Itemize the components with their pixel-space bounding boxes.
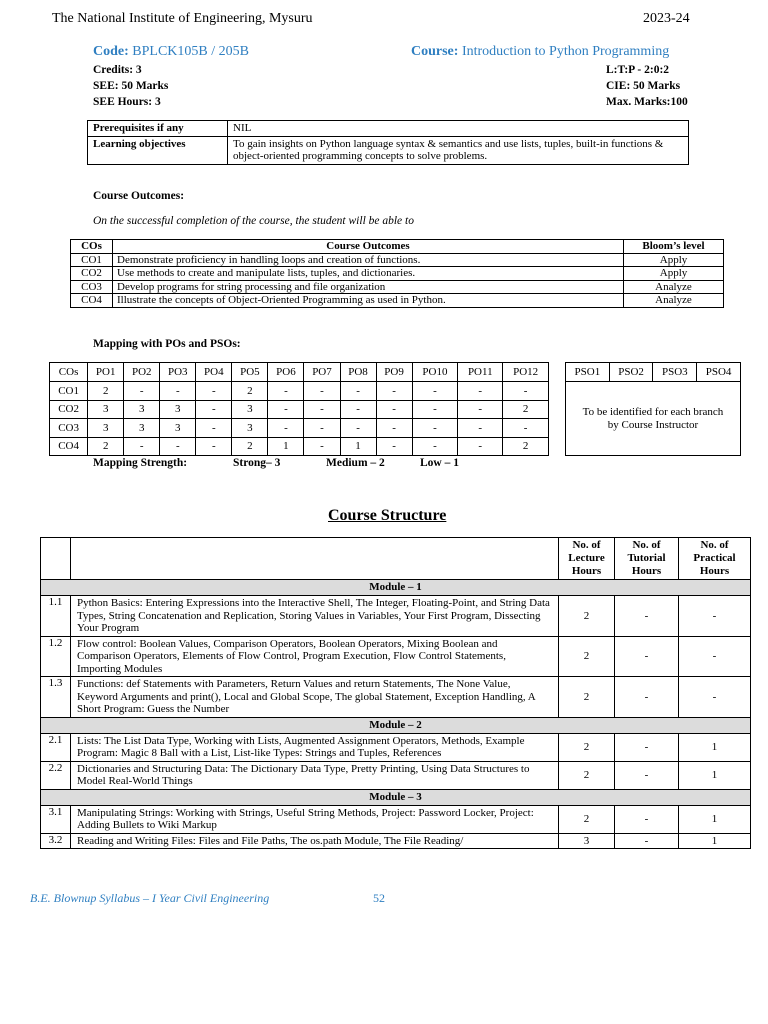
co-level: Apply: [624, 267, 724, 281]
objectives-value: To gain insights on Python language syntax & semantics and use lists, tuples, built-in functions & object-oriented programming concepts to solve problems.: [228, 136, 689, 164]
po-value: -: [376, 437, 412, 456]
po-value: 3: [88, 419, 124, 438]
po-value: 3: [232, 400, 268, 419]
prereq-value: NIL: [228, 121, 689, 137]
po-value: -: [268, 400, 304, 419]
co-level: Analyze: [624, 280, 724, 294]
col-header: Course Outcomes: [113, 240, 624, 254]
tutorial-hours: -: [615, 733, 679, 761]
po-value: 3: [124, 419, 160, 438]
po-mapping-table: [49, 362, 549, 456]
po-value: -: [196, 437, 232, 456]
topic-number: 3.2: [41, 833, 71, 849]
co-id: CO1: [50, 382, 88, 401]
po-value: 2: [503, 400, 549, 419]
col-header-topic: [71, 538, 559, 580]
co-text: Demonstrate proficiency in handling loops and creation of functions.: [113, 253, 624, 267]
lecture-hours: 2: [559, 677, 615, 718]
topic-number: 2.1: [41, 733, 71, 761]
pso-col-header: PSO4: [697, 363, 741, 382]
co-text: Use methods to create and manipulate lists, tuples, and dictionaries.: [113, 267, 624, 281]
module-title: Module – 3: [41, 789, 751, 805]
topic-text: Functions: def Statements with Parameters, Return Values and return Statements, The None Value, Keyword Arguments and print(), Local and Global Scope, The global Statement, Exception Handling, A Short Program: Guess the Number: [71, 677, 559, 718]
col-header-no: [41, 538, 71, 580]
col-header: Bloom’s level: [624, 240, 724, 254]
mapping-strength-label: Mapping Strength:: [93, 457, 188, 469]
pso-mapping-table: [565, 362, 741, 456]
table-row: [71, 240, 724, 254]
po-value: -: [412, 419, 458, 438]
lecture-hours: 2: [559, 761, 615, 789]
table-row: [71, 253, 724, 267]
co-id: CO4: [50, 437, 88, 456]
po-value: -: [340, 400, 376, 419]
table-row: [50, 419, 549, 438]
practical-hours: 1: [679, 805, 751, 833]
topic-text: Python Basics: Entering Expressions into the Interactive Shell, The Integer, Floating-Point, and String Data Types, String Concatenation and Replication, Storing Values in Variables, Your First Program, Dissecting Your Program: [71, 596, 559, 637]
po-value: -: [412, 437, 458, 456]
co-level: Apply: [624, 253, 724, 267]
col-header-practical: No. of Practical Hours: [679, 538, 751, 580]
po-value: -: [503, 382, 549, 401]
co-id: CO2: [50, 400, 88, 419]
topic-number: 2.2: [41, 761, 71, 789]
tutorial-hours: -: [615, 761, 679, 789]
po-value: 1: [268, 437, 304, 456]
topic-text: Dictionaries and Structuring Data: The Dictionary Data Type, Pretty Printing, Using Data Structures to Model Real-World Things: [71, 761, 559, 789]
table-row: [71, 280, 724, 294]
course-code: [93, 44, 249, 60]
module-row: [41, 789, 751, 805]
lecture-hours: 2: [559, 805, 615, 833]
table-row: [41, 677, 751, 718]
po-value: -: [340, 382, 376, 401]
po-value: -: [376, 419, 412, 438]
po-value: -: [412, 382, 458, 401]
po-col-header: COs: [50, 363, 88, 382]
po-col-header: PO4: [196, 363, 232, 382]
po-value: 1: [340, 437, 376, 456]
module-row: [41, 717, 751, 733]
po-col-header: PO3: [160, 363, 196, 382]
po-value: 3: [232, 419, 268, 438]
po-col-header: PO12: [503, 363, 549, 382]
objectives-label: Learning objectives: [88, 136, 228, 164]
co-text: Illustrate the concepts of Object-Oriented Programming as used in Python.: [113, 294, 624, 308]
see-marks: SEE: 50 Marks: [93, 80, 169, 92]
po-col-header: PO6: [268, 363, 304, 382]
course-structure-title: Course Structure: [328, 507, 447, 524]
co-text: Develop programs for string processing and file organization: [113, 280, 624, 294]
po-col-header: PO2: [124, 363, 160, 382]
col-header-lecture: No. of Lecture Hours: [559, 538, 615, 580]
po-col-header: PO9: [376, 363, 412, 382]
lecture-hours: 2: [559, 596, 615, 637]
table-row: [50, 363, 549, 382]
po-value: -: [376, 400, 412, 419]
credits: Credits: 3: [93, 64, 142, 76]
po-value: -: [304, 419, 340, 438]
po-value: -: [458, 382, 503, 401]
table-row: [41, 761, 751, 789]
po-value: 2: [232, 382, 268, 401]
po-value: -: [458, 419, 503, 438]
practical-hours: 1: [679, 761, 751, 789]
co-id: CO2: [71, 267, 113, 281]
topic-text: Lists: The List Data Type, Working with Lists, Augmented Assignment Operators, Methods, Example Program: Magic 8 Ball with a List, List-like Types: Strings and Tuples, References: [71, 733, 559, 761]
institute-name: The National Institute of Engineering, Mysuru: [52, 11, 313, 26]
strength-strong: Strong– 3: [233, 457, 281, 469]
po-col-header: PO1: [88, 363, 124, 382]
po-col-header: PO5: [232, 363, 268, 382]
max-marks: Max. Marks:100: [606, 96, 688, 108]
topic-text: Reading and Writing Files: Files and File Paths, The os.path Module, The File Reading/: [71, 833, 559, 849]
po-value: -: [160, 437, 196, 456]
po-value: -: [268, 382, 304, 401]
table-row: [88, 121, 689, 137]
po-col-header: PO7: [304, 363, 340, 382]
outcomes-table: [70, 239, 724, 308]
po-value: -: [304, 400, 340, 419]
practical-hours: -: [679, 636, 751, 677]
table-row: [50, 437, 549, 456]
see-hours: SEE Hours: 3: [93, 96, 161, 108]
co-id: CO1: [71, 253, 113, 267]
table-row: [41, 636, 751, 677]
table-row: [566, 382, 741, 456]
ltp: L:T:P - 2:0:2: [606, 64, 670, 76]
table-row: [566, 363, 741, 382]
footer-text: B.E. Blownup Syllabus – I Year Civil Engineering: [30, 891, 270, 905]
code-value: BPLCK105B / 205B: [132, 44, 249, 59]
pso-col-header: PSO3: [653, 363, 697, 382]
po-value: -: [196, 419, 232, 438]
module-row: [41, 580, 751, 596]
po-value: -: [124, 382, 160, 401]
po-value: 2: [88, 437, 124, 456]
po-value: 3: [160, 419, 196, 438]
outcomes-intro: On the successful completion of the course, the student will be able to: [93, 215, 414, 227]
course-structure-table: [40, 537, 751, 849]
col-header-tutorial: No. of Tutorial Hours: [615, 538, 679, 580]
po-value: 3: [124, 400, 160, 419]
topic-number: 1.2: [41, 636, 71, 677]
co-id: CO4: [71, 294, 113, 308]
po-value: -: [458, 400, 503, 419]
po-col-header: PO11: [458, 363, 503, 382]
topic-number: 1.3: [41, 677, 71, 718]
pso-col-header: PSO2: [609, 363, 653, 382]
po-col-header: PO8: [340, 363, 376, 382]
col-header: COs: [71, 240, 113, 254]
po-value: -: [304, 382, 340, 401]
table-row: [88, 136, 689, 164]
table-row: [41, 805, 751, 833]
table-row: [50, 400, 549, 419]
po-value: -: [160, 382, 196, 401]
prerequisites-table: [87, 120, 689, 165]
mapping-heading: Mapping with POs and PSOs:: [93, 338, 241, 350]
table-row: [71, 294, 724, 308]
po-value: 2: [503, 437, 549, 456]
tutorial-hours: -: [615, 596, 679, 637]
po-value: 2: [232, 437, 268, 456]
lecture-hours: 2: [559, 636, 615, 677]
academic-year: 2023-24: [643, 11, 690, 26]
po-value: -: [196, 400, 232, 419]
prereq-label: Prerequisites if any: [88, 121, 228, 137]
co-id: CO3: [50, 419, 88, 438]
module-title: Module – 1: [41, 580, 751, 596]
outcomes-heading: Course Outcomes:: [93, 190, 185, 202]
table-row: [41, 538, 751, 580]
lecture-hours: 3: [559, 833, 615, 849]
course-name: Introduction to Python Programming: [461, 44, 670, 59]
code-label: Code:: [93, 44, 129, 59]
po-value: -: [124, 437, 160, 456]
topic-text: Flow control: Boolean Values, Comparison Operators, Boolean Operators, Mixing Boolean and Comparison Operators, Elements of Flow Control, Program Execution, Flow Control Statements, Importing Modules: [71, 636, 559, 677]
po-value: -: [196, 382, 232, 401]
co-id: CO3: [71, 280, 113, 294]
practical-hours: -: [679, 596, 751, 637]
tutorial-hours: -: [615, 677, 679, 718]
co-level: Analyze: [624, 294, 724, 308]
tutorial-hours: -: [615, 805, 679, 833]
practical-hours: -: [679, 677, 751, 718]
table-row: [41, 596, 751, 637]
po-value: -: [268, 419, 304, 438]
module-title: Module – 2: [41, 717, 751, 733]
pso-col-header: PSO1: [566, 363, 610, 382]
po-value: 2: [88, 382, 124, 401]
pso-note: To be identified for each branch by Course Instructor: [566, 382, 741, 456]
po-value: -: [458, 437, 503, 456]
topic-number: 1.1: [41, 596, 71, 637]
strength-medium: Medium – 2: [326, 457, 385, 469]
table-row: [41, 833, 751, 849]
po-value: 3: [160, 400, 196, 419]
topic-text: Manipulating Strings: Working with Strings, Useful String Methods, Project: Password Locker, Project: Adding Bullets to Wiki Markup: [71, 805, 559, 833]
table-row: [41, 733, 751, 761]
topic-number: 3.1: [41, 805, 71, 833]
po-value: -: [412, 400, 458, 419]
cie-marks: CIE: 50 Marks: [606, 80, 681, 92]
practical-hours: 1: [679, 833, 751, 849]
page-number: 52: [373, 891, 385, 905]
po-value: -: [503, 419, 549, 438]
tutorial-hours: -: [615, 636, 679, 677]
lecture-hours: 2: [559, 733, 615, 761]
po-value: -: [304, 437, 340, 456]
tutorial-hours: -: [615, 833, 679, 849]
po-col-header: PO10: [412, 363, 458, 382]
table-row: [50, 382, 549, 401]
strength-low: Low – 1: [420, 457, 459, 469]
po-value: 3: [88, 400, 124, 419]
table-row: [71, 267, 724, 281]
practical-hours: 1: [679, 733, 751, 761]
po-value: -: [376, 382, 412, 401]
po-value: -: [340, 419, 376, 438]
course-label: Course:: [411, 44, 459, 59]
course-title: [411, 44, 669, 60]
